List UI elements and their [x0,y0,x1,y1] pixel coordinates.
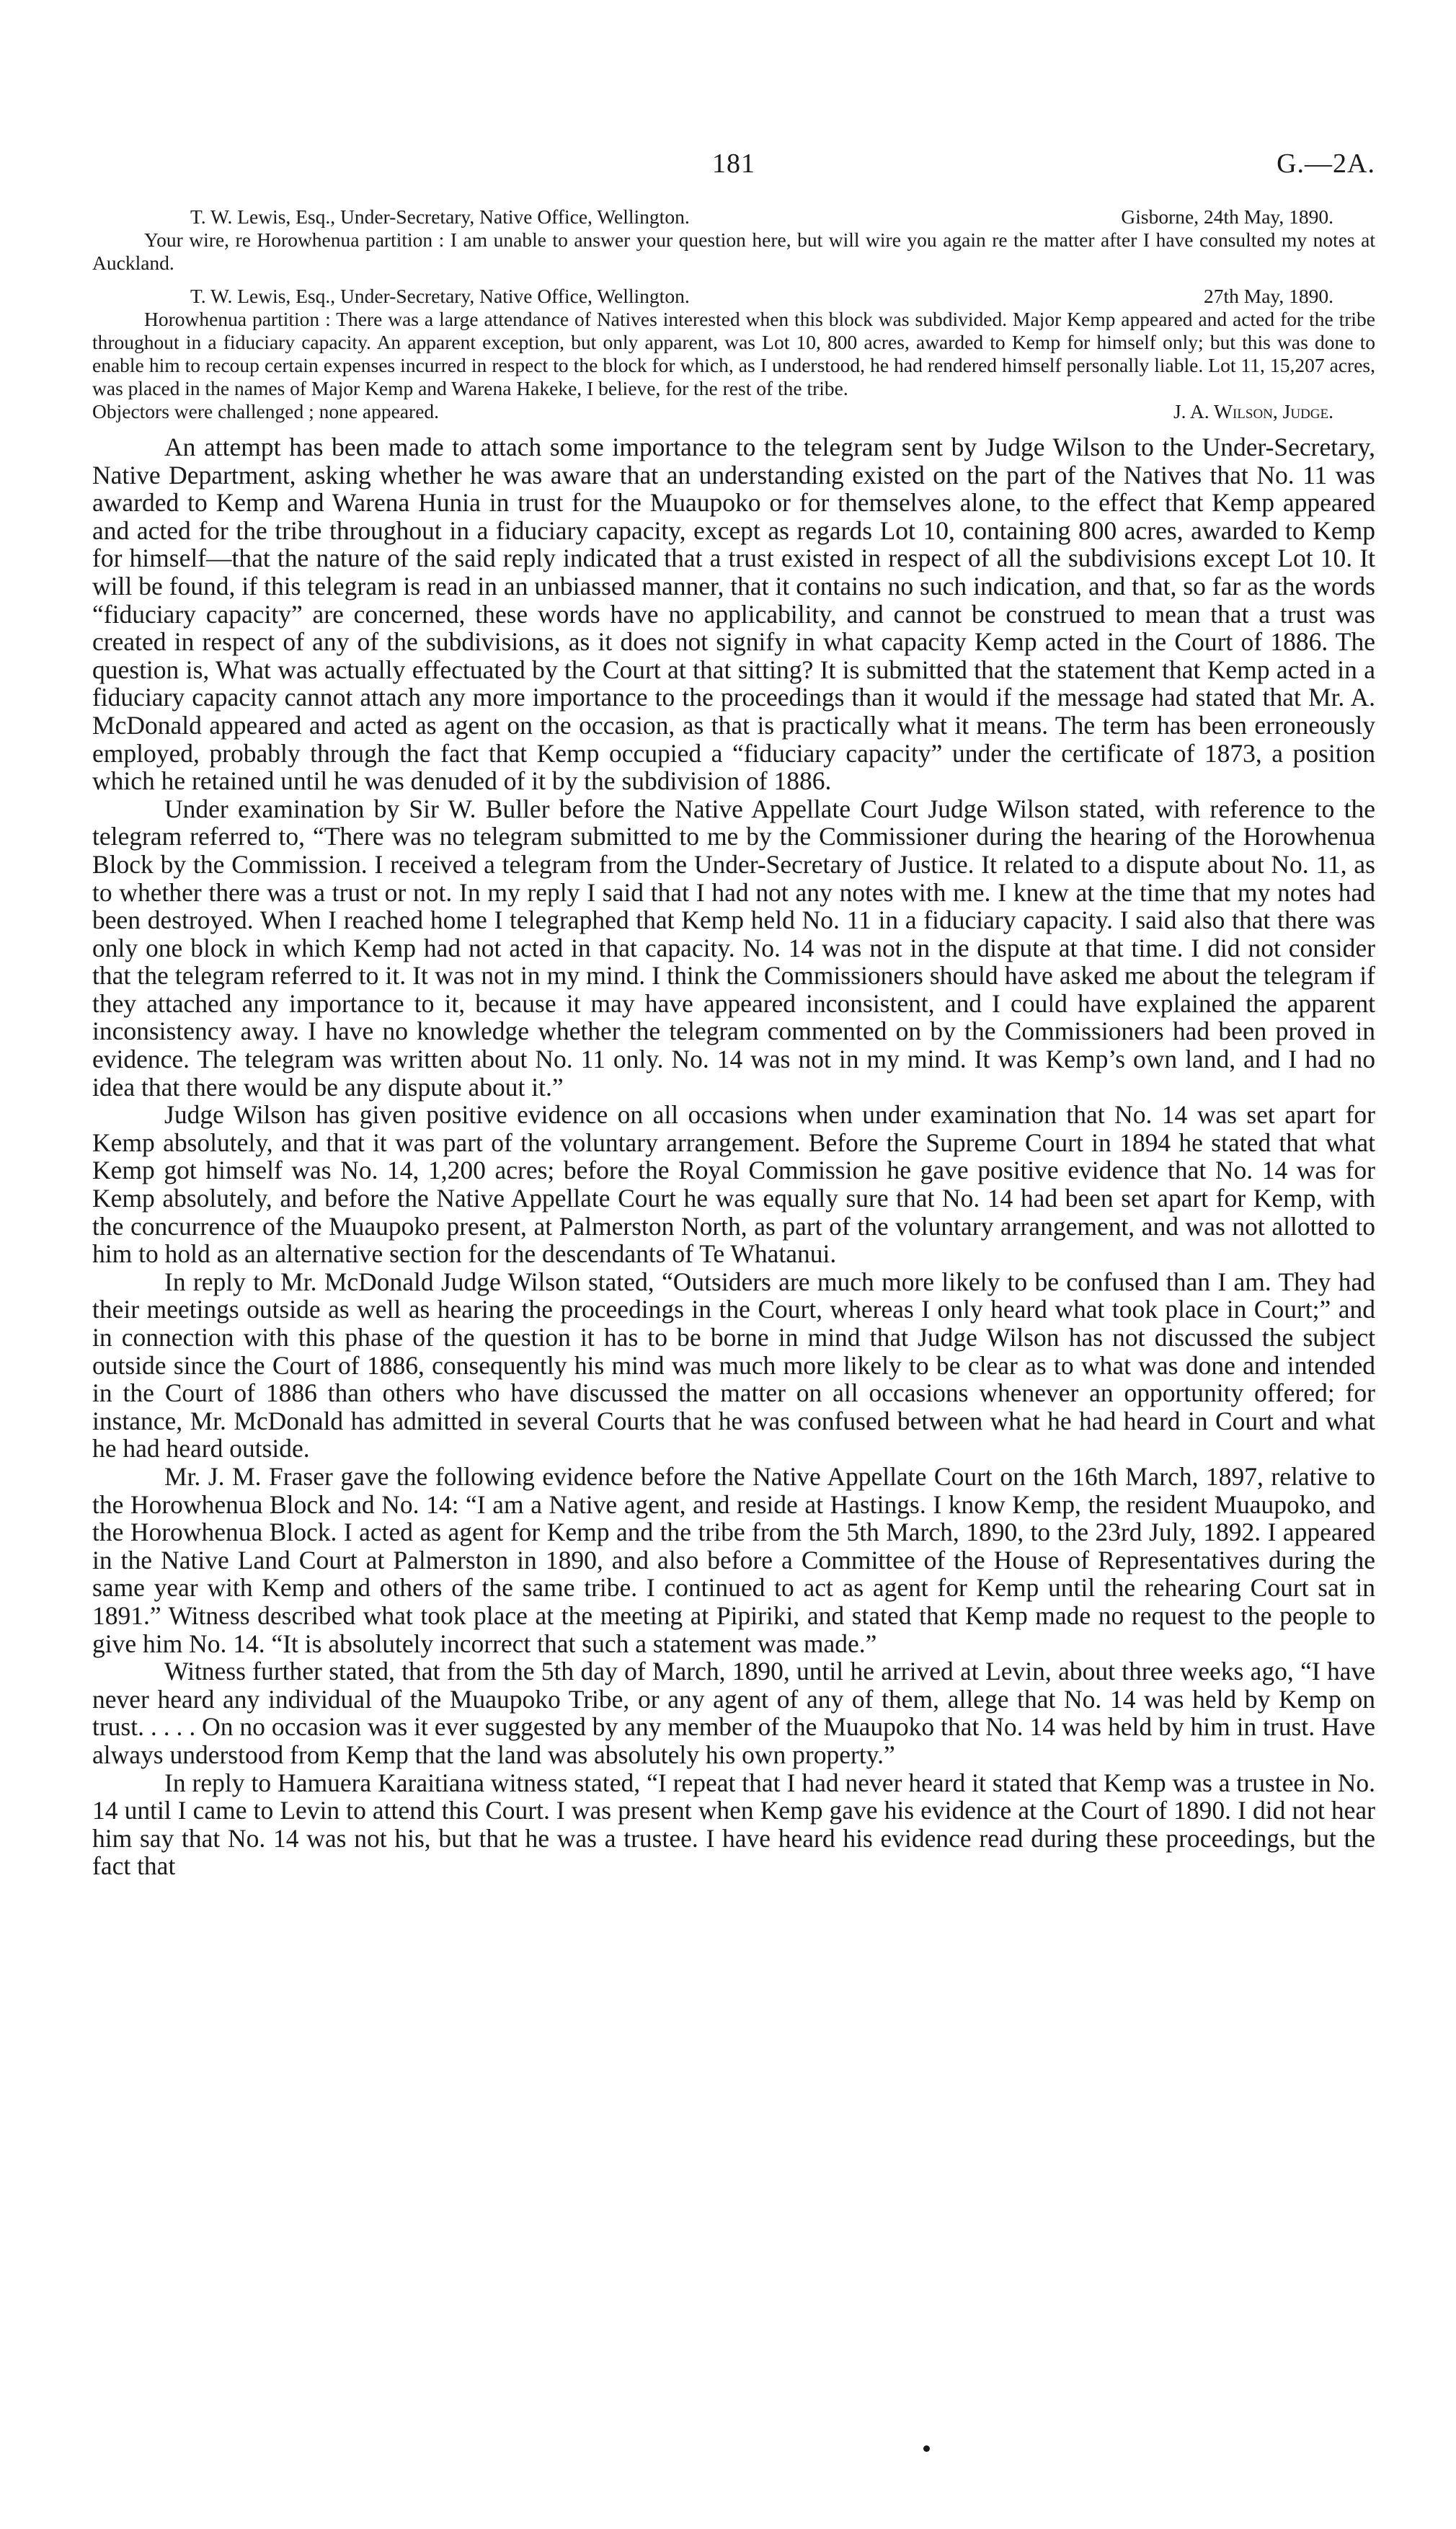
telegram-header [92,205,1375,229]
paragraph: In reply to Hamuera Karaitiana witness stated, “I repeat that I had never heard it stated that Kemp was a trustee in No. 14 until I came to Levin to attend this Court. I was present when Kemp gave his evidence at the Court of 1890. I did not hear him say that No. 14 was not his, but that he was a trustee. I have heard his evidence read during these proceedings, but the fact that [92,1768,1375,1881]
telegram-2 [92,285,1375,423]
telegram-header [92,285,1375,308]
ink-dot-mark [923,2445,930,2452]
body-text [92,433,1375,1880]
paragraph: Witness further stated, that from the 5th day of March, 1890, until he arrived at Levin, about three weeks ago, “I have never heard any individual of the Muaupoko Tribe, or any agent of any of them, allege that No. 14 was held by Kemp on trust. . . . . On no occasion was it ever suggested by any member of the Muaupoko that No. 14 was held by him in trust. Have always understood from Kemp that the land was absolutely his own property.” [92,1657,1375,1769]
telegram-recipient: T. W. Lewis, Esq., Under-Secretary, Native Office, Wellington. [190,285,690,307]
telegram-dateline: 27th May, 1890. [1203,285,1333,307]
paragraph: In reply to Mr. McDonald Judge Wilson stated, “Outsiders are much more likely to be confused than I am. They had their meetings outside as well as hearing the proceedings in the Court, whereas I only heard what took place in Court;” and in connection with this phase of the question it has to be borne in mind that Judge Wilson has not discussed the subject outside since the Court of 1886, consequently his mind was much more likely to be clear as to what was done and intended in the Court of 1886 than others who have discussed the matter on all occasions whenever an opportunity offered; for instance, Mr. McDonald has admitted in several Courts that he was confused between what he had heard in Court and what he had heard outside. [92,1267,1375,1463]
paragraph: Mr. J. M. Fraser gave the following evidence before the Native Appellate Court on the 16th March, 1897, relative to the Horowhenua Block and No. 14: “I am a Native agent, and reside at Hastings. I know Kemp, the resident Muaupoko, and the Horowhenua Block. I acted as agent for Kemp and the tribe from the 5th March, 1890, to the 23rd July, 1892. I appeared in the Native Land Court at Palmerston in 1890, and also before a Committee of the House of Representatives during the same year with Kemp and others of the same tribe. I continued to act as agent for Kemp until the rehearing Court sat in 1891.” Witness described what took place at the meeting at Pipiriki, and stated that Kemp made no request to the people to give him No. 14. “It is absolutely incorrect that such a statement was made.” [92,1461,1375,1658]
paragraph: Judge Wilson has given positive evidence on all occasions when under examination that No. 14 was set apart for Kemp absolutely, and that it was part of the voluntary arrangement. Before the Supreme Court in 1894 he stated that what Kemp got himself was No. 14, 1,200 acres; before the Royal Commission he gave positive evidence that No. 14 was for Kemp absolutely, and before the Native Appellate Court he was equally sure that No. 14 had been set apart for Kemp, with the concurrence of the Muaupoko present, at Palmerston North, as part of the voluntary arrangement, and was not allotted to him to hold as an alternative section for the descendants of Te Whatanui. [92,1100,1375,1269]
paragraph: An attempt has been made to attach some importance to the telegram sent by Judge Wilson to the Under-Secretary, Native Department, asking whether he was aware that an understanding existed on the part of the Natives that No. 11 was awarded to Kemp and Warena Hunia in trust for the Muaupoko or for themselves alone, to the effect that Kemp appeared and acted for the tribe throughout in a fiduciary capacity, except as regards Lot 10, containing 800 acres, awarded to Kemp for himself—that the nature of the said reply indicated that a trust existed in respect of all the subdivisions except Lot 10. It will be found, if this telegram is read in an unbiassed manner, that it contains no such indication, and that, so far as the words “fiduciary capacity” are concerned, these words have no applicability, and cannot be construed to mean that a trust was created in respect of any of the subdivisions, as it does not signify in what capacity Kemp acted in the Court of 1886. The question is, What was actually effectuated by the Court at that sitting? It is submitted that the statement that Kemp acted in a fiduciary capacity cannot attach any more importance to the proceedings than it would if the message had stated that Mr. A. McDonald appeared and acted as agent on the occasion, as that is practically what it means. The term has been erroneously employed, probably through the fact that Kemp occupied a “fiduciary capacity” under the certificate of 1873, a position which he retained until he was denuded of it by the subdivision of 1886. [92,433,1375,796]
telegram-dateline: Gisborne, 24th May, 1890. [1121,205,1333,228]
telegram-closing: Objectors were challenged ; none appeared. [92,400,440,422]
telegram-1 [92,205,1375,275]
telegram-body: Your wire, re Horowhenua partition : I am unable to answer your question here, but will wire you again re the matter after I have consulted my notes at Auckland. [92,229,1375,274]
telegram-recipient: T. W. Lewis, Esq., Under-Secretary, Native Office, Wellington. [190,205,690,228]
page-header [92,148,1375,198]
telegram-body: Horowhenua partition : There was a large attendance of Natives interested when this block was subdivided. Major Kemp appeared and acted for the tribe throughout in a fiduciary capacity. An apparent exception, but only apparent, was Lot 10, 800 acres, awarded to Kemp for himself only; but this was done to enable him to recoup certain expenses incurred in respect to the block for which, as I understood, he had rendered himself personally liable. Lot 11, 15,207 acres, was placed in the names of Major Kemp and Warena Hakeke, I believe, for the rest of the tribe. [92,308,1375,399]
telegram-signature: J. A. Wilson, Judge. [1173,400,1333,422]
document-code: G.—2A. [1277,149,1375,179]
telegram-closing-line [92,400,1375,423]
page-number: 181 [712,149,755,179]
paragraph: Under examination by Sir W. Buller before the Native Appellate Court Judge Wilson stated, with reference to the telegram referred to, “There was no telegram submitted to me by the Commissioner during the hearing of the Horowhenua Block by the Commission. I received a telegram from the Under-Secretary of Justice. It related to a dispute about No. 11, as to whether there was a trust or not. In my reply I said that I had not any notes with me. I knew at the time that my notes had been destroyed. When I reached home I telegraphed that Kemp held No. 11 in a fiduciary capacity. I said also that there was only one block in which Kemp had not acted in that capacity. No. 14 was not in the dispute at that time. I did not consider that the telegram referred to it. It was not in my mind. I think the Commissioners should have asked me about the telegram if they attached any importance to it, because it may have appeared inconsistent, and I could have explained the apparent inconsistency away. I have no knowledge whether the telegram commented on by the Commissioners had been proved in evidence. The telegram was written about No. 11 only. No. 14 was not in my mind. It was Kemp’s own land, and I had no idea that there would be any dispute about it.” [92,794,1375,1102]
